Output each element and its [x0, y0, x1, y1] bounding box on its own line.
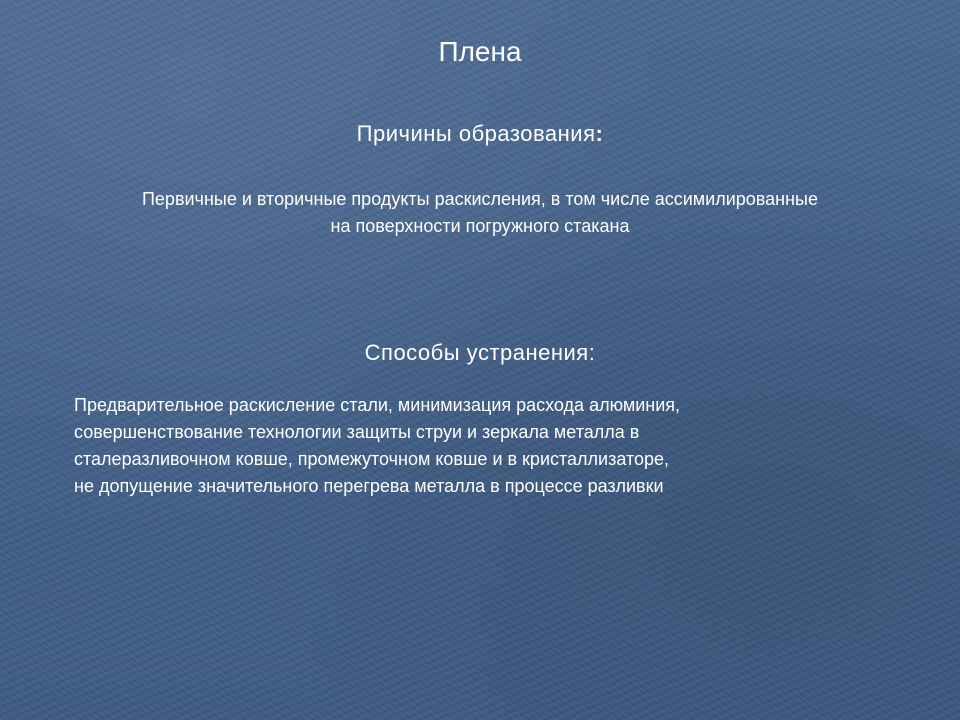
remedies-line-1: Предварительное раскисление стали, минимизация расхода алюминия, — [74, 395, 681, 415]
causes-text — [20, 186, 940, 240]
remedies-line-2: совершенствование технологии защиты струи и зеркала металла в — [74, 422, 640, 442]
remedies-heading: Способы устранения: — [364, 340, 596, 365]
remedies-text — [74, 392, 934, 500]
remedies-line-3: сталеразливочном ковше, промежуточном ковше и в кристаллизаторе, — [74, 449, 670, 469]
causes-line-2: на поверхности погружного стакана — [330, 216, 630, 236]
causes-line-1: Первичные и вторичные продукты раскисления, в том числе ассимилированные — [141, 189, 818, 209]
remedies-line-4: не допущение значительного перегрева металла в процессе разливки — [74, 476, 664, 496]
slide-title: Плена — [438, 36, 522, 67]
causes-heading-colon: : — [595, 121, 604, 146]
causes-heading — [0, 120, 960, 148]
causes-heading-text: Причины образования — [356, 121, 596, 146]
